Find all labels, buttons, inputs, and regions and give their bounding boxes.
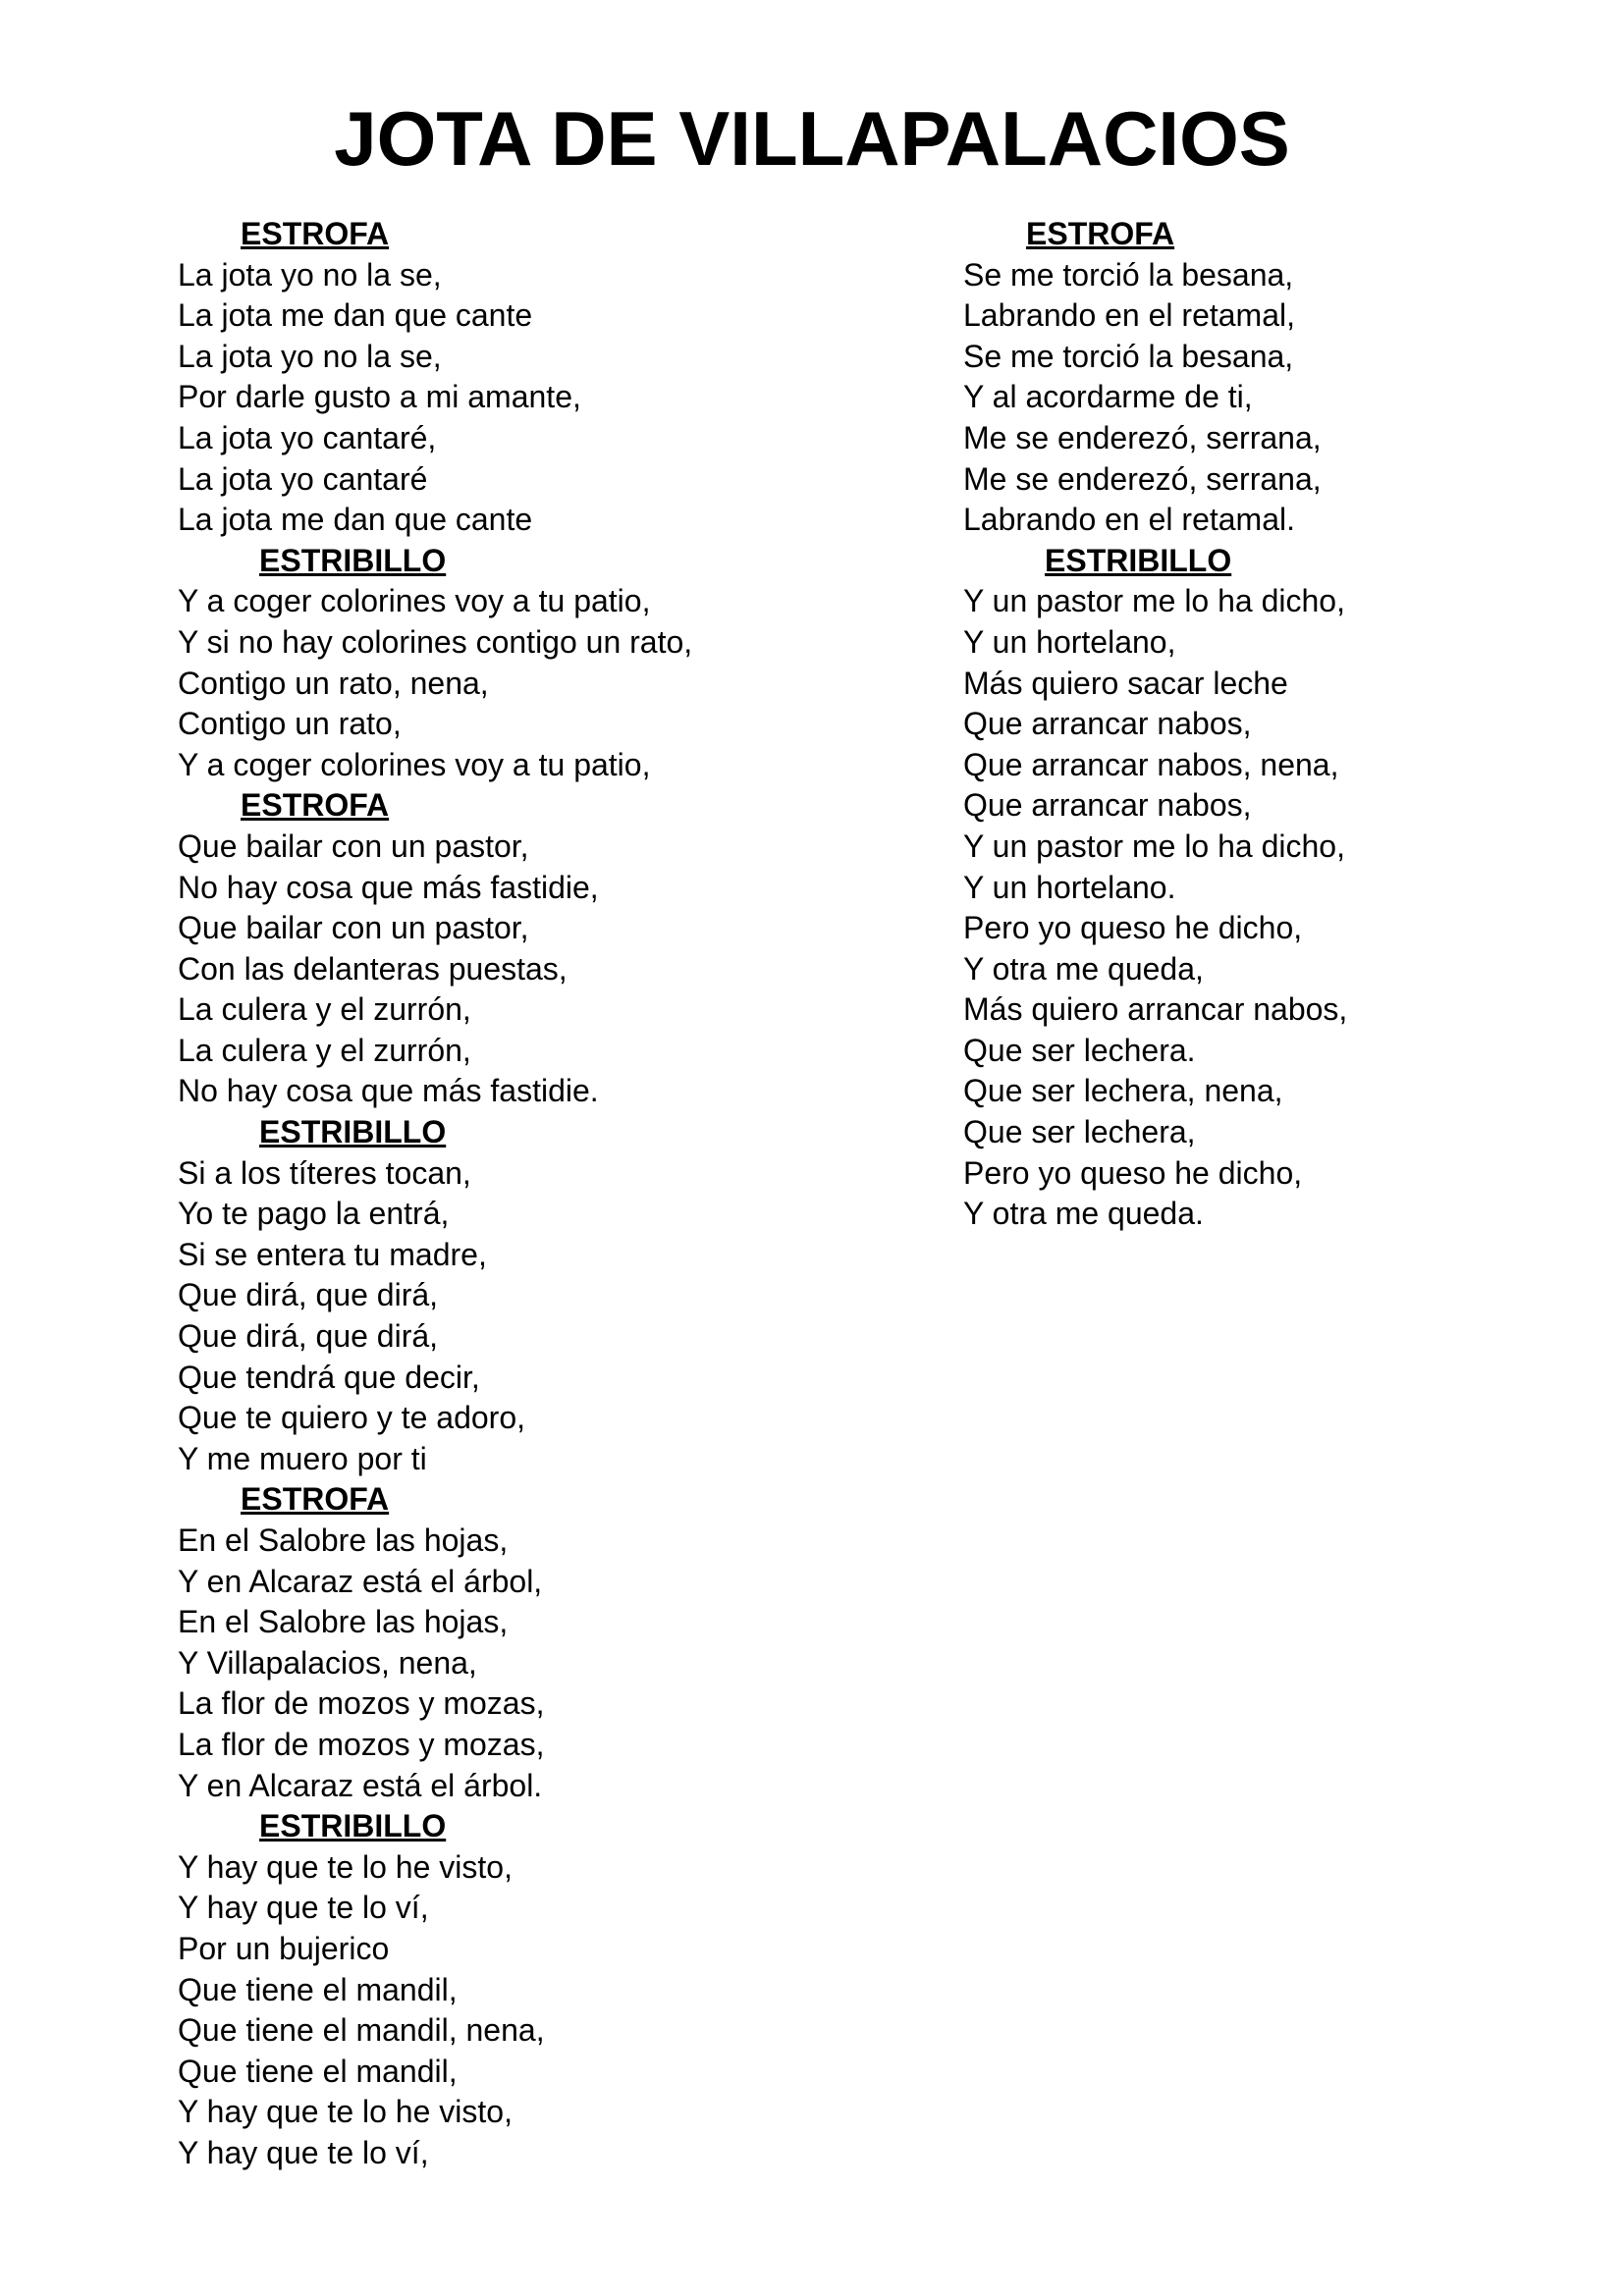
lyric-line: Y hay que te lo he visto, [178,1848,513,1885]
lyric-line: Contigo un rato, nena, [178,665,489,701]
lyric-line: La jota yo cantaré [178,460,428,497]
left-column [178,214,865,2174]
section-heading-estribillo: ESTRIBILLO [259,542,447,578]
lyric-line: Y un hortelano. [963,869,1176,905]
lyric-line: La jota yo no la se, [178,256,442,293]
section-heading-estribillo: ESTRIBILLO [1045,542,1232,578]
lyric-line: Que arrancar nabos, nena, [963,746,1339,782]
lyric-line: Me se enderezó, serrana, [963,419,1322,455]
lyric-line: Que ser lechera. [963,1032,1196,1068]
lyric-line: Y un pastor me lo ha dicho, [963,828,1345,864]
lyric-line: Más quiero sacar leche [963,665,1288,701]
lyric-line: Si a los títeres tocan, [178,1154,471,1191]
lyric-line: Que bailar con un pastor, [178,828,529,864]
section-heading-estribillo: ESTRIBILLO [259,1808,447,1844]
right-column [963,214,1552,1235]
lyric-line: Que ser lechera, [963,1114,1196,1150]
section-heading-estrofa: ESTROFA [241,216,390,251]
lyric-section-estrofa [178,785,865,1112]
lyric-line: Se me torció la besana, [963,256,1294,293]
lyric-line: Y otra me queda, [963,950,1204,987]
lyric-line: Pero yo queso he dicho, [963,910,1303,946]
lyric-line: En el Salobre las hojas, [178,1604,509,1640]
lyric-line: Y otra me queda. [963,1196,1204,1232]
lyric-line: Y en Alcaraz está el árbol. [178,1767,543,1803]
lyric-line: Labrando en el retamal, [963,297,1295,334]
lyric-line: Y a coger colorines voy a tu patio, [178,746,651,782]
section-heading-estrofa: ESTROFA [241,787,390,824]
lyric-line: Y a coger colorines voy a tu patio, [178,583,651,619]
section-heading-estrofa: ESTROFA [1026,216,1175,251]
lyric-section-estribillo [963,541,1552,1235]
lyric-line: Y hay que te lo ví, [178,2134,429,2170]
lyric-line: Que tiene el mandil, nena, [178,2012,545,2049]
lyric-line: Que tiene el mandil, [178,2053,458,2089]
lyric-line: Si se entera tu madre, [178,1236,487,1272]
lyric-section-estrofa [963,214,1552,541]
lyric-line: Y un hortelano, [963,623,1176,660]
lyric-line: La culera y el zurrón, [178,1032,471,1068]
lyric-line: Yo te pago la entrá, [178,1196,450,1232]
lyric-section-estribillo [178,1112,865,1479]
lyric-line: Que ser lechera, nena, [963,1073,1283,1109]
lyric-line: Y un pastor me lo ha dicho, [963,583,1345,619]
lyric-line: La flor de mozos y mozas, [178,1685,545,1722]
section-heading-estribillo: ESTRIBILLO [259,1114,447,1150]
lyric-line: La jota me dan que cante [178,297,533,334]
lyric-line: Me se enderezó, serrana, [963,460,1322,497]
lyric-line: Más quiero arrancar nabos, [963,991,1348,1028]
lyric-line: Que te quiero y te adoro, [178,1400,525,1436]
lyric-line: Y en Alcaraz está el árbol, [178,1563,543,1599]
lyric-line: La culera y el zurrón, [178,991,471,1028]
lyric-line: Que dirá, que dirá, [178,1318,439,1355]
lyric-line: Que dirá, que dirá, [178,1277,439,1313]
lyric-line: Y me muero por ti [178,1440,427,1476]
lyric-line: La flor de mozos y mozas, [178,1726,545,1762]
lyric-line: Pero yo queso he dicho, [963,1154,1303,1191]
page-title: JOTA DE VILLAPALACIOS [334,95,1290,182]
lyric-line: Y si no hay colorines contigo un rato, [178,623,693,660]
lyric-line: No hay cosa que más fastidie, [178,869,599,905]
section-heading-estrofa: ESTROFA [241,1481,390,1518]
lyric-section-estrofa [178,1479,865,1806]
lyric-line: Y Villapalacios, nena, [178,1644,477,1681]
lyric-line: Que bailar con un pastor, [178,910,529,946]
lyric-line: Y al acordarme de ti, [963,379,1253,415]
lyric-line: La jota yo cantaré, [178,419,437,455]
lyric-line: Por un bujerico [178,1930,390,1966]
lyric-line: Que arrancar nabos, [963,706,1252,742]
lyric-section-estribillo [178,1806,865,2173]
lyric-line: Y hay que te lo he visto, [178,2094,513,2130]
lyric-line: Y hay que te lo ví, [178,1890,429,1926]
lyric-line: La jota yo no la se, [178,338,442,374]
lyric-line: La jota me dan que cante [178,502,533,538]
lyric-line: Por darle gusto a mi amante, [178,379,581,415]
lyric-section-estrofa [178,214,865,541]
lyric-line: Que tendrá que decir, [178,1359,480,1395]
lyric-line: Con las delanteras puestas, [178,950,568,987]
lyric-line: No hay cosa que más fastidie. [178,1073,599,1109]
lyric-line: Que arrancar nabos, [963,787,1252,824]
lyric-line: Se me torció la besana, [963,338,1294,374]
lyric-line: En el Salobre las hojas, [178,1522,509,1558]
lyric-line: Contigo un rato, [178,706,402,742]
lyric-line: Labrando en el retamal. [963,502,1295,538]
lyric-line: Que tiene el mandil, [178,1971,458,2007]
lyric-section-estribillo [178,541,865,786]
